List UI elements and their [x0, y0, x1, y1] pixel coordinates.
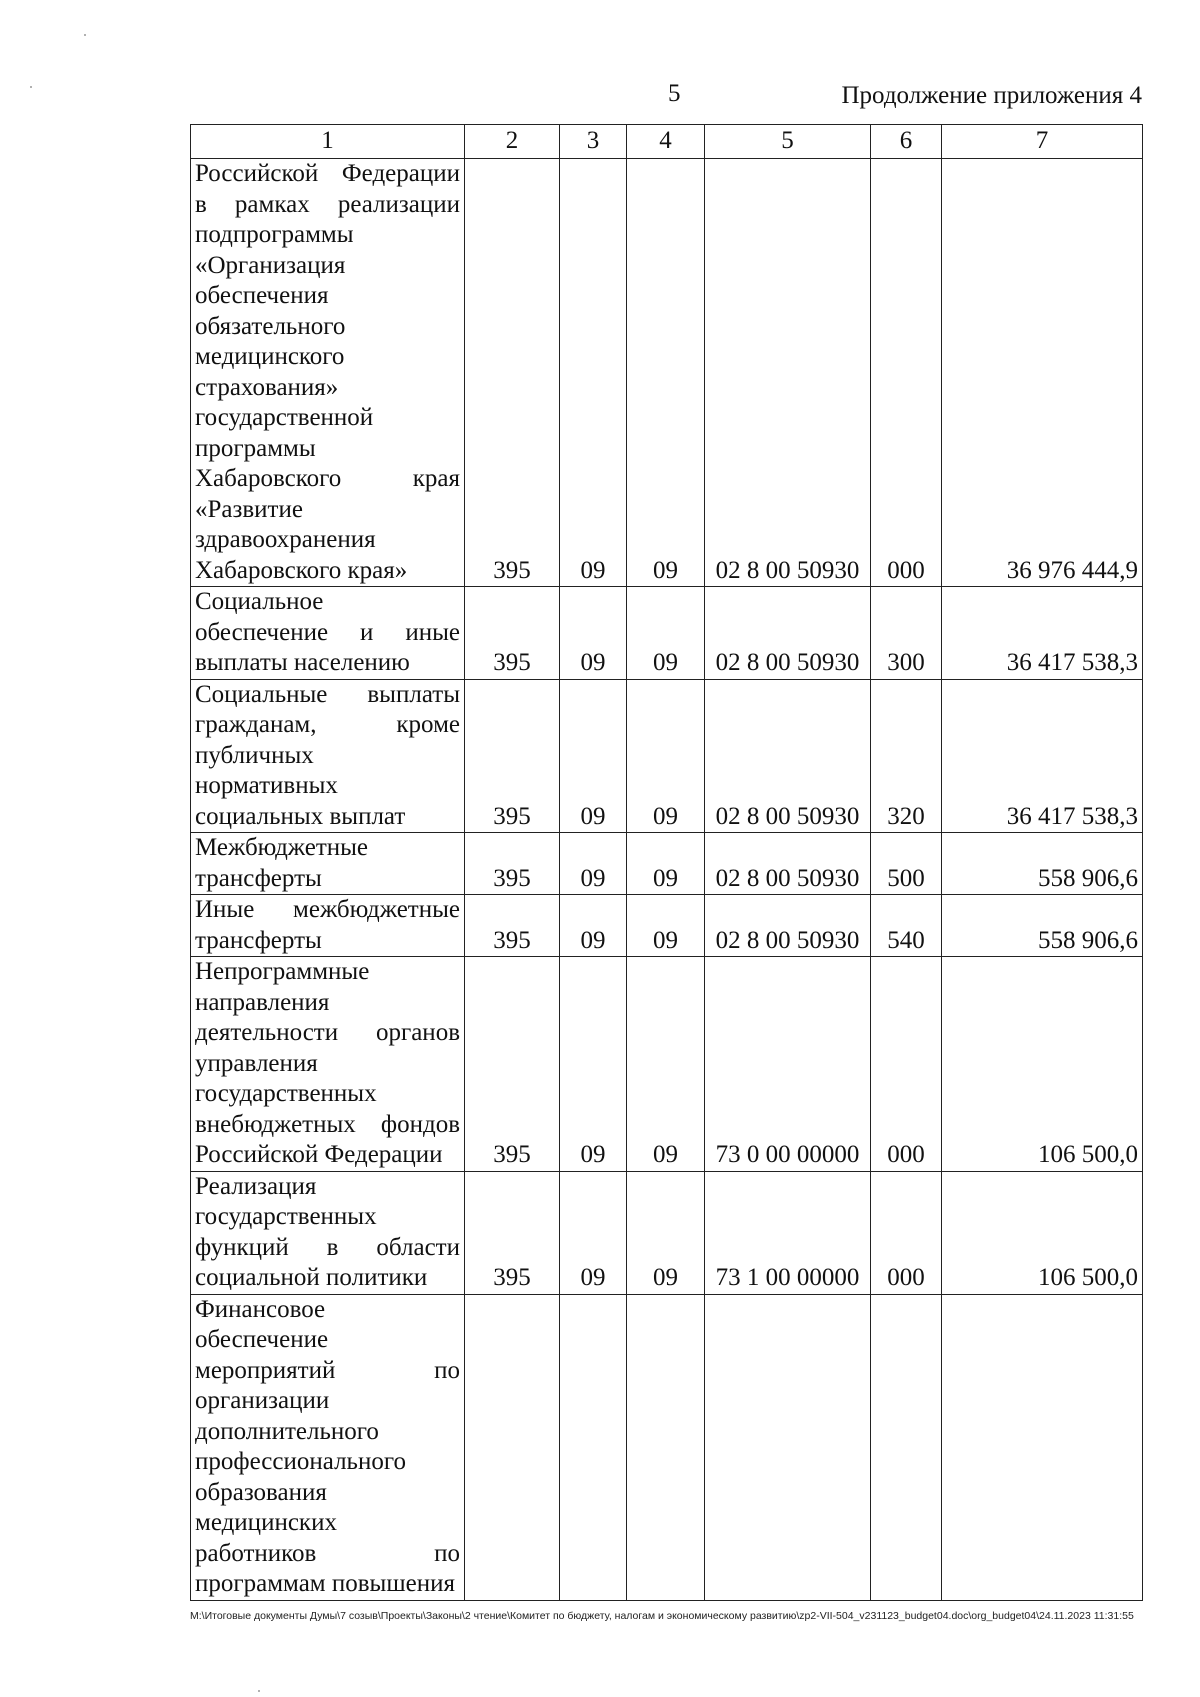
subsection-code: 09 — [627, 895, 705, 957]
subsection-code: 09 — [627, 1171, 705, 1294]
table-row — [191, 1294, 1143, 1600]
expense-type-code: 000 — [871, 159, 942, 587]
ministry-code: 395 — [465, 1171, 560, 1294]
scan-speck — [30, 86, 32, 88]
expense-type-code: 320 — [871, 679, 942, 833]
target-code: 02 8 00 50930 — [705, 833, 871, 895]
header-row — [191, 125, 1143, 159]
subsection-code — [627, 1294, 705, 1600]
table-row — [191, 587, 1143, 680]
target-code: 02 8 00 50930 — [705, 159, 871, 587]
subsection-code: 09 — [627, 833, 705, 895]
expense-type-code: 300 — [871, 587, 942, 680]
amount: 558 906,6 — [942, 895, 1143, 957]
table-row — [191, 159, 1143, 587]
row-name: Российской Федерации в рамках реализации подпрограммы «Организация обеспечения обязательного медицинского страхования» государственной программы Хабаровского края «Развитие здравоохранения Хабаровского края» — [191, 159, 465, 587]
section-code: 09 — [560, 159, 627, 587]
ministry-code: 395 — [465, 159, 560, 587]
subsection-code: 09 — [627, 159, 705, 587]
expense-type-code: 540 — [871, 895, 942, 957]
row-name: Иные межбюджетные трансферты — [191, 895, 465, 957]
table-row — [191, 895, 1143, 957]
ministry-code — [465, 1294, 560, 1600]
section-code: 09 — [560, 895, 627, 957]
target-code: 02 8 00 50930 — [705, 895, 871, 957]
expense-type-code: 500 — [871, 833, 942, 895]
target-code: 73 1 00 00000 — [705, 1171, 871, 1294]
column-header: 1 — [191, 125, 465, 159]
section-code: 09 — [560, 587, 627, 680]
scan-speck — [84, 34, 86, 36]
amount: 106 500,0 — [942, 1171, 1143, 1294]
ministry-code: 395 — [465, 957, 560, 1172]
ministry-code: 395 — [465, 833, 560, 895]
column-header: 2 — [465, 125, 560, 159]
column-header: 5 — [705, 125, 871, 159]
appendix-continuation-heading: Продолжение приложения 4 — [841, 82, 1142, 109]
table-row — [191, 833, 1143, 895]
amount: 106 500,0 — [942, 957, 1143, 1172]
target-code: 02 8 00 50930 — [705, 587, 871, 680]
row-name: Межбюджетные трансферты — [191, 833, 465, 895]
section-code: 09 — [560, 679, 627, 833]
amount: 36 417 538,3 — [942, 587, 1143, 680]
amount — [942, 1294, 1143, 1600]
section-code: 09 — [560, 957, 627, 1172]
row-name: Социальные выплаты гражданам, кроме публичных нормативных социальных выплат — [191, 679, 465, 833]
ministry-code: 395 — [465, 679, 560, 833]
row-name: Финансовое обеспечение мероприятий по организации дополнительного профессионального образования медицинских работников по программам повышения — [191, 1294, 465, 1600]
section-code: 09 — [560, 833, 627, 895]
ministry-code: 395 — [465, 587, 560, 680]
amount: 36 976 444,9 — [942, 159, 1143, 587]
column-header: 3 — [560, 125, 627, 159]
table-row — [191, 957, 1143, 1172]
subsection-code: 09 — [627, 587, 705, 680]
row-name: Социальное обеспечение и иные выплаты населению — [191, 587, 465, 680]
file-path-footer: M:\Итоговые документы Думы\7 созыв\Проекты\Законы\2 чтение\Комитет по бюджету, налогам и экономическому развитию\zp2-VII-504_v231123_budget04.doc\org_budget04\24.11.2023 11:31:55 — [190, 1610, 1134, 1622]
section-code: 09 — [560, 1171, 627, 1294]
row-name: Реализация государственных функций в области социальной политики — [191, 1171, 465, 1294]
column-header: 6 — [871, 125, 942, 159]
table-row — [191, 1171, 1143, 1294]
table-row — [191, 679, 1143, 833]
subsection-code: 09 — [627, 957, 705, 1172]
ministry-code: 395 — [465, 895, 560, 957]
scan-speck — [258, 1690, 260, 1692]
column-header: 7 — [942, 125, 1143, 159]
expense-type-code — [871, 1294, 942, 1600]
target-code — [705, 1294, 871, 1600]
budget-table — [190, 124, 1143, 1601]
amount: 36 417 538,3 — [942, 679, 1143, 833]
subsection-code: 09 — [627, 679, 705, 833]
amount: 558 906,6 — [942, 833, 1143, 895]
row-name: Непрограммные направления деятельности органов управления государственных внебюджетных фондов Российской Федерации — [191, 957, 465, 1172]
page-number: 5 — [668, 80, 681, 107]
section-code — [560, 1294, 627, 1600]
expense-type-code: 000 — [871, 1171, 942, 1294]
target-code: 73 0 00 00000 — [705, 957, 871, 1172]
expense-type-code: 000 — [871, 957, 942, 1172]
column-header: 4 — [627, 125, 705, 159]
target-code: 02 8 00 50930 — [705, 679, 871, 833]
